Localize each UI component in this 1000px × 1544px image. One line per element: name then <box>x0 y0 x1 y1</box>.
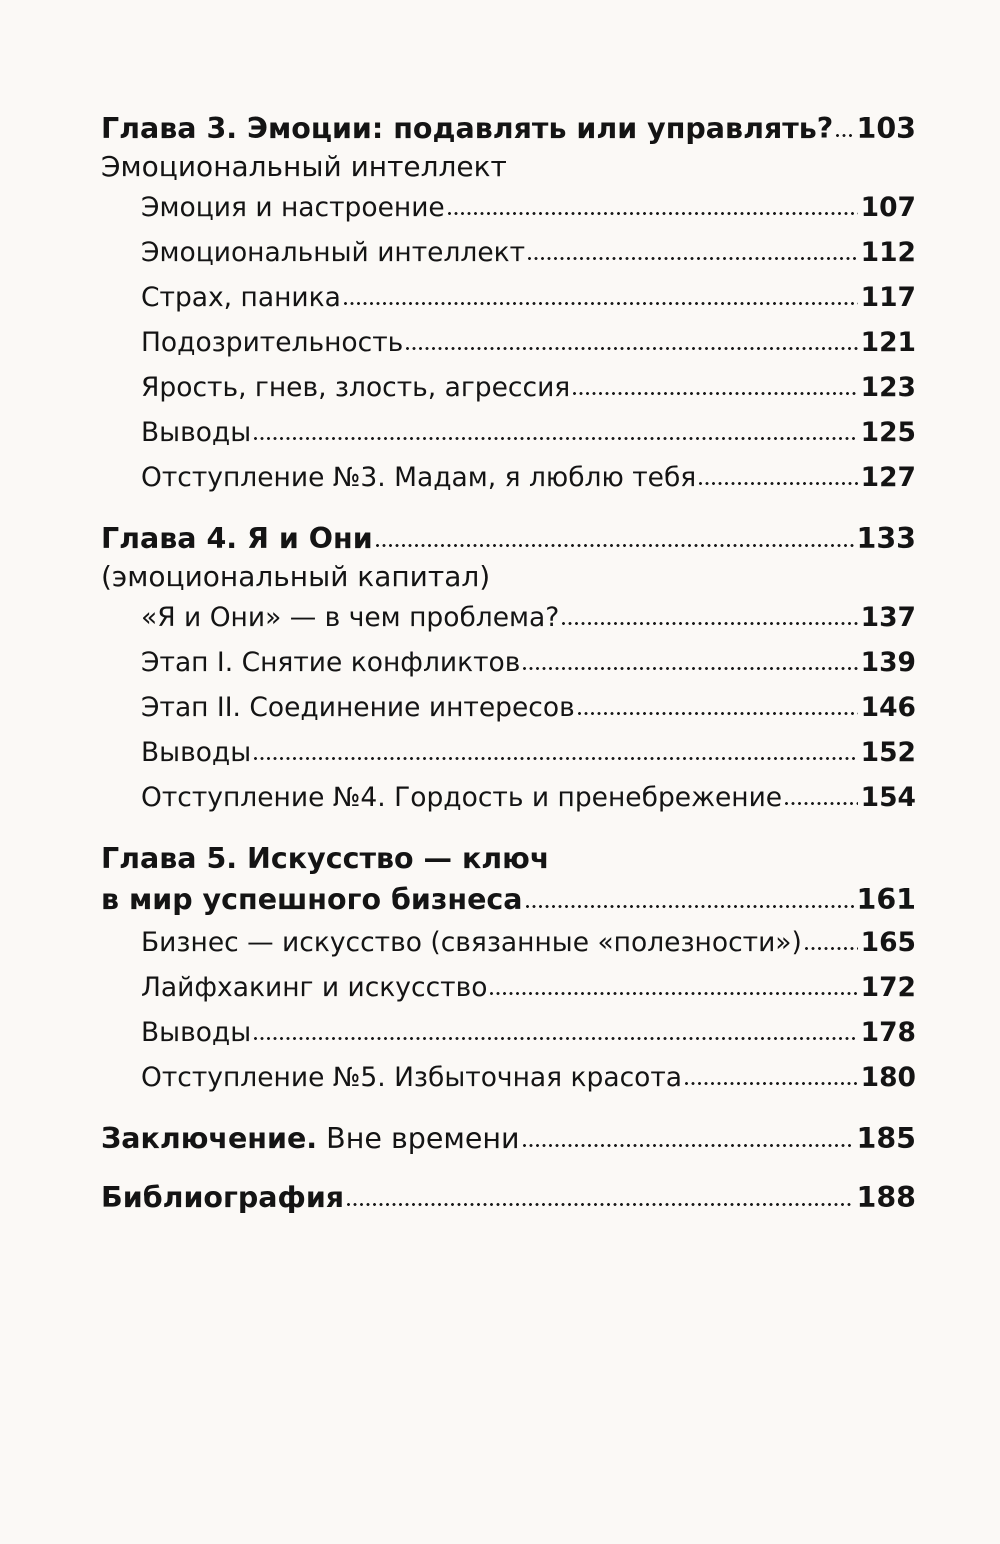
dot-leader <box>528 257 858 261</box>
toc-entry[interactable] <box>101 1010 916 1055</box>
dot-leader <box>254 757 857 761</box>
page-number: 137 <box>860 602 916 633</box>
entry-title: Отступление №5. Избыточная красота <box>141 1062 683 1093</box>
conclusion-subtitle: Вне времени <box>317 1122 520 1155</box>
entry-title: Отступление №4. Гордость и пренебрежение <box>141 782 783 813</box>
chapter-title-line-2: в мир успешного бизнеса <box>101 883 523 916</box>
toc-entry[interactable] <box>101 230 916 275</box>
dot-leader <box>573 392 857 396</box>
dot-leader <box>347 1203 853 1207</box>
toc-entry-chapter-4[interactable] <box>101 518 916 559</box>
dot-leader <box>578 712 858 716</box>
entry-title: Этап II. Соединение интересов <box>141 692 575 723</box>
page-number: 161 <box>856 883 916 916</box>
dot-leader <box>699 482 857 486</box>
entry-title: Страх, паника <box>141 282 341 313</box>
page-number: 133 <box>856 522 916 555</box>
dot-leader <box>805 947 858 951</box>
chapter-title: Глава 4. Я и Они <box>101 522 373 555</box>
dot-leader <box>254 1037 857 1041</box>
dot-leader <box>785 802 858 806</box>
entry-title: Лайфхакинг и искусство <box>141 972 488 1003</box>
page-number: 127 <box>860 462 916 493</box>
dot-leader <box>836 134 853 138</box>
page-number: 185 <box>856 1122 916 1155</box>
page-number: 172 <box>860 972 916 1003</box>
chapter-title: Глава 3. Эмоции: подавлять или управлять? <box>101 112 834 145</box>
dot-leader <box>685 1082 858 1086</box>
toc-entry[interactable] <box>101 410 916 455</box>
page-number: 188 <box>856 1181 916 1214</box>
bibliography-title: Библиография <box>101 1181 345 1214</box>
chapter-subtitle: (эмоциональный капитал) <box>101 560 491 593</box>
page-number: 107 <box>860 192 916 223</box>
dot-leader <box>490 992 857 996</box>
dot-leader <box>562 622 857 626</box>
page-number: 165 <box>860 927 916 958</box>
toc-entry[interactable] <box>101 685 916 730</box>
toc-entry[interactable] <box>101 640 916 685</box>
page-number: 139 <box>860 647 916 678</box>
dot-leader <box>344 302 858 306</box>
toc-entry-bibliography[interactable] <box>101 1177 916 1218</box>
toc-entry-chapter-5[interactable] <box>101 879 916 920</box>
toc-entry[interactable] <box>101 365 916 410</box>
dot-leader <box>376 544 854 548</box>
page-number: 123 <box>860 372 916 403</box>
toc-entry[interactable] <box>101 775 916 820</box>
page-number: 121 <box>860 327 916 358</box>
toc-entry-conclusion[interactable] <box>101 1118 916 1159</box>
entry-title: Эмоциональный интеллект <box>141 237 526 268</box>
toc-entry[interactable] <box>101 275 916 320</box>
entry-title: Подозрительность <box>141 327 404 358</box>
chapter-title-line-1[interactable]: Глава 5. Искусство — ключ <box>101 842 550 875</box>
table-of-contents <box>101 108 916 1236</box>
entry-title: Выводы <box>141 417 252 448</box>
toc-entry[interactable] <box>101 185 916 230</box>
dot-leader <box>254 437 857 441</box>
page-number: 154 <box>860 782 916 813</box>
entry-title: Выводы <box>141 1017 252 1048</box>
chapter-subtitle: Эмоциональный интеллект <box>101 150 507 183</box>
page-number: 117 <box>860 282 916 313</box>
chapter-3 <box>101 108 916 500</box>
chapter-5 <box>101 838 916 1100</box>
toc-entry[interactable] <box>101 1055 916 1100</box>
dot-leader <box>526 905 854 909</box>
page-number: 112 <box>860 237 916 268</box>
entry-title: Выводы <box>141 737 252 768</box>
conclusion-label: Заключение. <box>101 1122 318 1155</box>
toc-entry[interactable] <box>101 455 916 500</box>
conclusion-title <box>101 1118 520 1159</box>
entry-title: Ярость, гнев, злость, агрессия <box>141 372 571 403</box>
conclusion <box>101 1118 916 1159</box>
entry-title: Бизнес — искусство (связанные «полезности») <box>141 927 802 958</box>
entry-title: Отступление №3. Мадам, я люблю тебя <box>141 462 697 493</box>
entry-title: «Я и Они» — в чем проблема? <box>141 602 560 633</box>
page-number: 178 <box>860 1017 916 1048</box>
toc-entry-chapter-3[interactable] <box>101 108 916 149</box>
page-number: 103 <box>856 112 916 145</box>
entry-title: Этап I. Снятие конфликтов <box>141 647 521 678</box>
entry-title: Эмоция и настроение <box>141 192 445 223</box>
dot-leader <box>448 212 858 216</box>
dot-leader <box>406 347 857 351</box>
page-number: 180 <box>860 1062 916 1093</box>
toc-entry[interactable] <box>101 320 916 365</box>
bibliography <box>101 1177 916 1218</box>
toc-entry[interactable] <box>101 920 916 965</box>
page-number: 146 <box>860 692 916 723</box>
toc-entry[interactable] <box>101 595 916 640</box>
dot-leader <box>523 1144 854 1148</box>
page-number: 125 <box>860 417 916 448</box>
toc-entry[interactable] <box>101 965 916 1010</box>
dot-leader <box>523 667 857 671</box>
page-number: 152 <box>860 737 916 768</box>
chapter-4 <box>101 518 916 820</box>
toc-entry[interactable] <box>101 730 916 775</box>
